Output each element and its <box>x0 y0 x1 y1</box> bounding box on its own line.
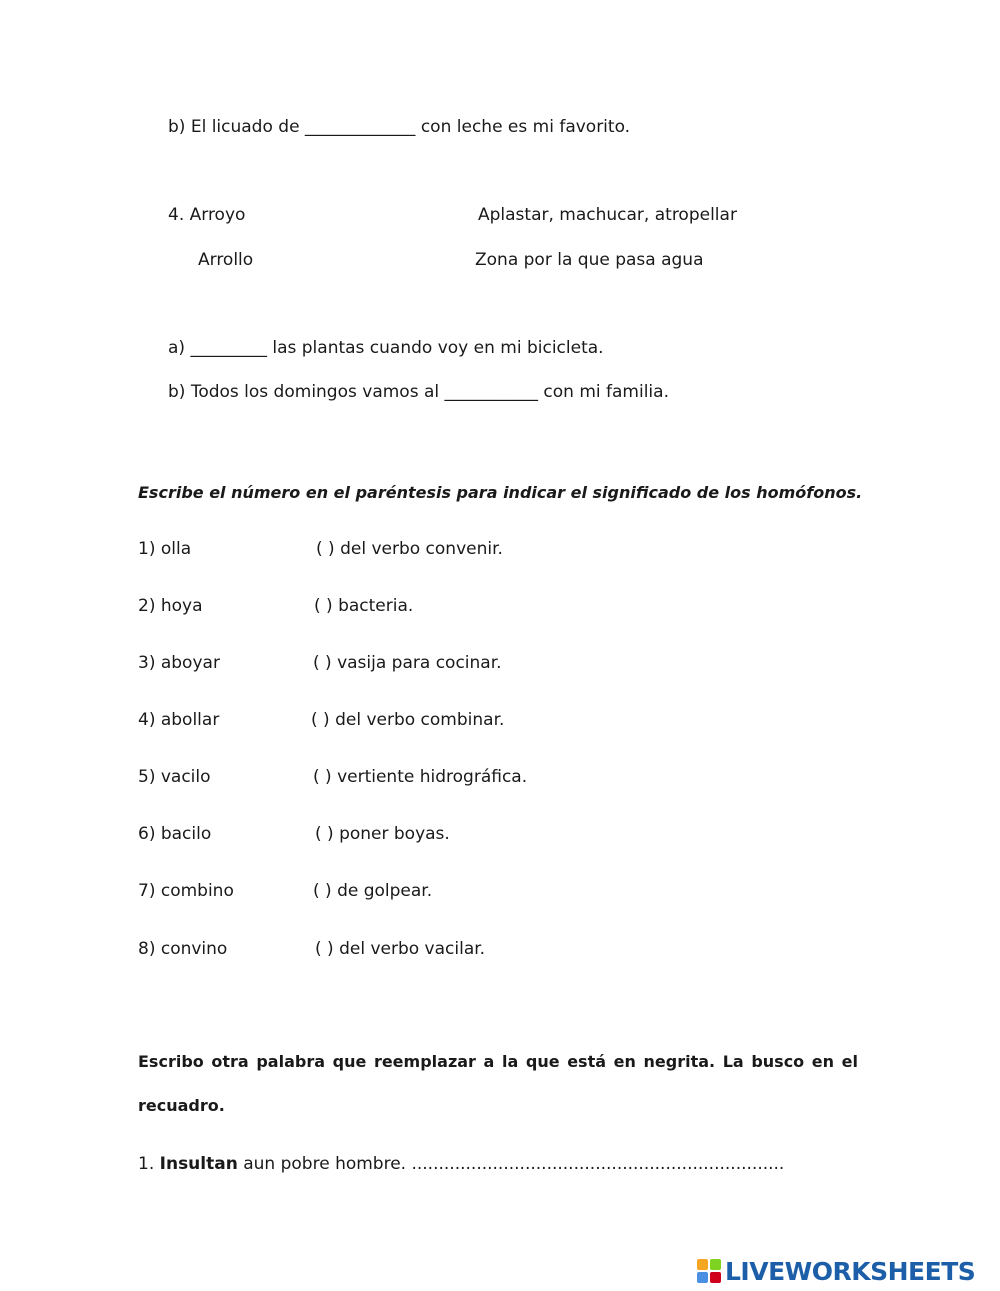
homophone-meaning: ( ) poner boyas. <box>315 824 450 844</box>
replace-item-number: 1. <box>138 1154 155 1174</box>
homophone-meaning: ( ) de golpear. <box>313 881 433 901</box>
exercise-4-word-arrollo: Arrollo <box>198 250 254 270</box>
exercise-4-item-b: b) Todos los domingos vamos al ___________ con mi familia. <box>168 382 669 402</box>
homophone-meaning: ( ) vertiente hidrográfica. <box>313 767 528 787</box>
homophone-word: 1) olla <box>138 539 192 559</box>
liveworksheets-logo-text: LIVEWORKSHEETS <box>725 1256 976 1286</box>
homophone-meaning: ( ) del verbo vacilar. <box>315 939 486 959</box>
exercise-3-item-b: b) El licuado de _____________ con leche es mi favorito. <box>168 117 631 137</box>
homophone-word: 3) aboyar <box>138 653 220 673</box>
homophone-meaning: ( ) vasija para cocinar. <box>313 653 502 673</box>
replace-item-rest: aun pobre hombre. ..................................................................... <box>243 1154 785 1174</box>
replace-item-bold-word: Insultan <box>159 1154 238 1174</box>
homophone-word: 8) convino <box>138 939 228 959</box>
exercise-4-def-2: Zona por la que pasa agua <box>475 250 704 270</box>
homophone-meaning: ( ) bacteria. <box>314 596 414 616</box>
liveworksheets-logo <box>697 1258 975 1284</box>
liveworksheets-logo-icon <box>697 1259 721 1283</box>
replace-instruction-line-1: Escribo otra palabra que reemplazar a la que está en negrita. La busco en el <box>138 1052 858 1071</box>
exercise-4-item-a: a) _________ las plantas cuando voy en mi bicicleta. <box>168 338 604 358</box>
homophone-word: 4) abollar <box>138 710 220 730</box>
homophone-word: 6) bacilo <box>138 824 212 844</box>
homophone-word: 7) combino <box>138 881 234 901</box>
homophones-instruction: Escribe el número en el paréntesis para indicar el significado de los homófonos. <box>138 483 863 502</box>
homophone-word: 5) vacilo <box>138 767 211 787</box>
replace-instruction-line-2: recuadro. <box>138 1096 225 1115</box>
replace-item-1 <box>138 1153 784 1175</box>
homophone-meaning: ( ) del verbo combinar. <box>311 710 505 730</box>
homophone-meaning: ( ) del verbo convenir. <box>316 539 503 559</box>
homophone-word: 2) hoya <box>138 596 203 616</box>
exercise-4-def-1: Aplastar, machucar, atropellar <box>478 205 737 225</box>
exercise-4-word-arroyo: 4. Arroyo <box>168 205 246 225</box>
